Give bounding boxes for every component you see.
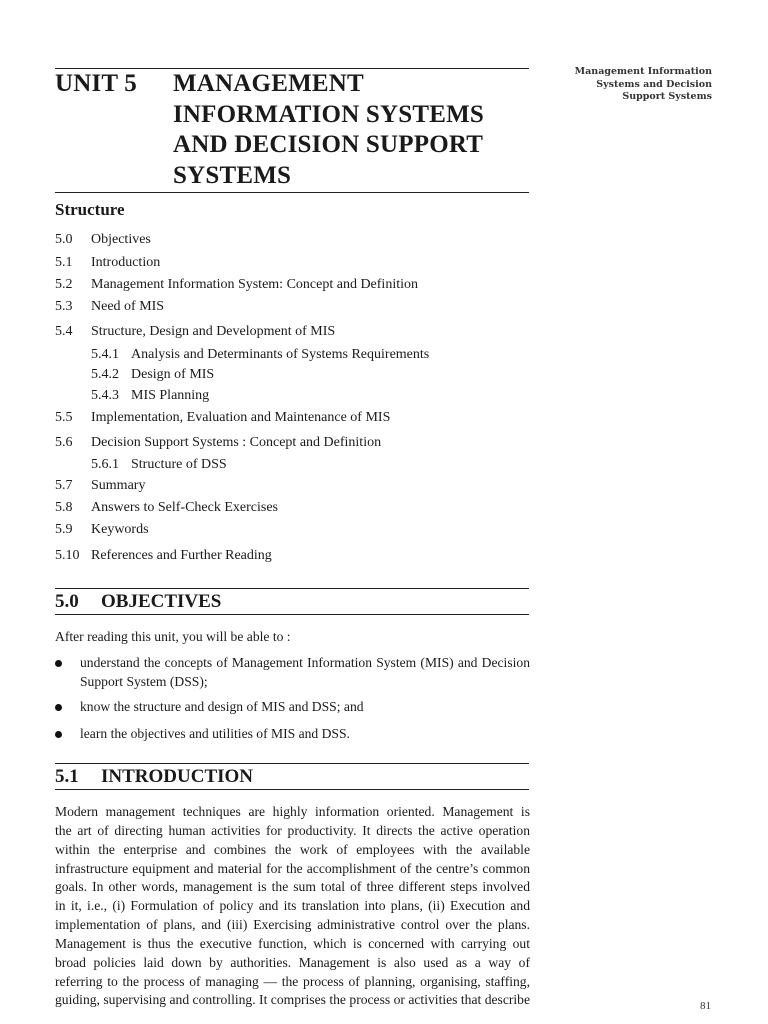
objective-text: understand the concepts of Management Information System (MIS) and Decision Support System (DSS); (80, 655, 530, 689)
running-header (575, 66, 712, 104)
toc-item (55, 410, 390, 426)
paragraph-line: infrastructure equipment and material for the accomplishment of the centre’s common (55, 860, 530, 876)
toc-item (55, 255, 160, 271)
toc-item-label: Introduction (91, 255, 161, 270)
paragraph-line: goals. In other words, management is the sum total of three different steps involved (55, 879, 530, 895)
paragraph-line: broad policies laid down by authorities. Management is also used as a way of (55, 954, 530, 970)
toc-item-label: Design of MIS (131, 367, 215, 382)
unit-title-line: INFORMATION SYSTEMS (173, 100, 485, 128)
toc-item-label: Objectives (91, 232, 151, 247)
toc-item-label: Structure of DSS (131, 457, 227, 472)
toc-item-label: MIS Planning (131, 388, 210, 403)
running-header-line: Support Systems (622, 91, 712, 102)
toc-item-number: 5.4.2 (91, 367, 119, 382)
toc-item (55, 548, 272, 564)
bullet-icon (55, 704, 62, 711)
toc-item-number: 5.1 (55, 255, 73, 270)
objective-text: know the structure and design of MIS and DSS; and (80, 699, 364, 714)
toc-item-label: Keywords (91, 522, 149, 537)
toc-item-label: Implementation, Evaluation and Maintenance of MIS (91, 410, 391, 425)
bullet-icon (55, 660, 62, 667)
toc-item-number: 5.4.3 (91, 388, 119, 403)
toc-item-label: Management Information System: Concept and Definition (91, 277, 418, 292)
toc-item-number: 5.4.1 (91, 347, 119, 362)
toc-item-number: 5.8 (55, 500, 73, 515)
toc-item-label: Structure, Design and Development of MIS (91, 324, 336, 339)
toc-item-label: Need of MIS (91, 299, 165, 314)
introduction-heading (55, 763, 529, 790)
toc-item (55, 299, 164, 315)
toc-item-number: 5.0 (55, 232, 73, 247)
toc-subitem (91, 457, 227, 473)
toc-item-label: Answers to Self-Check Exercises (91, 500, 279, 515)
toc-item (55, 478, 145, 494)
paragraph-line: implementation of plans, and (iii) Exercising administrative control over the plans. (55, 917, 530, 933)
toc-item-label: Summary (91, 478, 146, 493)
toc-item (55, 277, 418, 293)
toc-item-number: 5.6.1 (91, 457, 119, 472)
section-number: 5.0 (55, 591, 79, 612)
page-number: 81 (700, 1000, 711, 1012)
paragraph-line: within the enterprise and combines the work of employees with the available (55, 841, 530, 857)
toc-item-label: References and Further Reading (91, 548, 272, 563)
unit-title-line: MANAGEMENT (173, 70, 364, 97)
introduction-paragraph (55, 803, 530, 1010)
paragraph-line: Management is thus the executive function, which is concerned with carrying out (55, 935, 530, 951)
toc-item-label: Decision Support Systems : Concept and Definition (91, 435, 382, 450)
objective-text: learn the objectives and utilities of MIS and DSS. (80, 726, 350, 741)
toc-item-label: Analysis and Determinants of Systems Requirements (131, 347, 430, 362)
paragraph-line: in it, i.e., (i) Formulation of policy and its translation into plans, (ii) Execution and (55, 898, 530, 914)
objective-bullet (55, 654, 530, 691)
paragraph-line: guiding, supervising and controlling. It comprises the process or activities that describe (55, 992, 530, 1008)
unit-title (173, 69, 529, 191)
toc-item (55, 500, 278, 516)
paragraph-line: referring to the process of managing — the process of planning, organising, staffing, (55, 973, 530, 989)
toc-item-number: 5.10 (55, 548, 80, 563)
toc-item (55, 435, 381, 451)
objectives-intro: After reading this unit, you will be able to : (55, 629, 291, 644)
section-title: OBJECTIVES (101, 591, 222, 612)
section-number: 5.1 (55, 766, 79, 787)
toc-item (55, 324, 335, 340)
toc-item-number: 5.6 (55, 435, 73, 450)
section-title: INTRODUCTION (101, 766, 254, 787)
unit-title-line: AND DECISION SUPPORT (173, 131, 484, 158)
unit-label: UNIT 5 (55, 70, 138, 97)
toc-item-number: 5.2 (55, 277, 73, 292)
bullet-icon (55, 731, 62, 738)
toc-item (55, 232, 151, 248)
toc-item-number: 5.9 (55, 522, 73, 537)
toc-item-number: 5.7 (55, 478, 73, 493)
toc-subitem (91, 367, 214, 383)
toc-item-number: 5.5 (55, 410, 73, 425)
unit-heading (55, 68, 529, 193)
toc-subitem (91, 347, 429, 363)
toc-item-number: 5.3 (55, 299, 73, 314)
objectives-heading (55, 588, 529, 615)
toc-item-number: 5.4 (55, 324, 73, 339)
running-header-line: Systems and Decision (596, 78, 712, 90)
paragraph-line: the art of directing human activities for productivity. It directs the active operation (55, 822, 530, 838)
toc-subitem (91, 388, 209, 404)
objective-bullet (55, 725, 530, 744)
unit-title-line: SYSTEMS (173, 161, 292, 189)
objective-bullet (55, 698, 530, 717)
running-header-line: Management Information (574, 66, 712, 77)
paragraph-line: Modern management techniques are highly information oriented. Management is (55, 804, 530, 819)
toc-item (55, 522, 149, 538)
structure-heading: Structure (55, 200, 125, 219)
